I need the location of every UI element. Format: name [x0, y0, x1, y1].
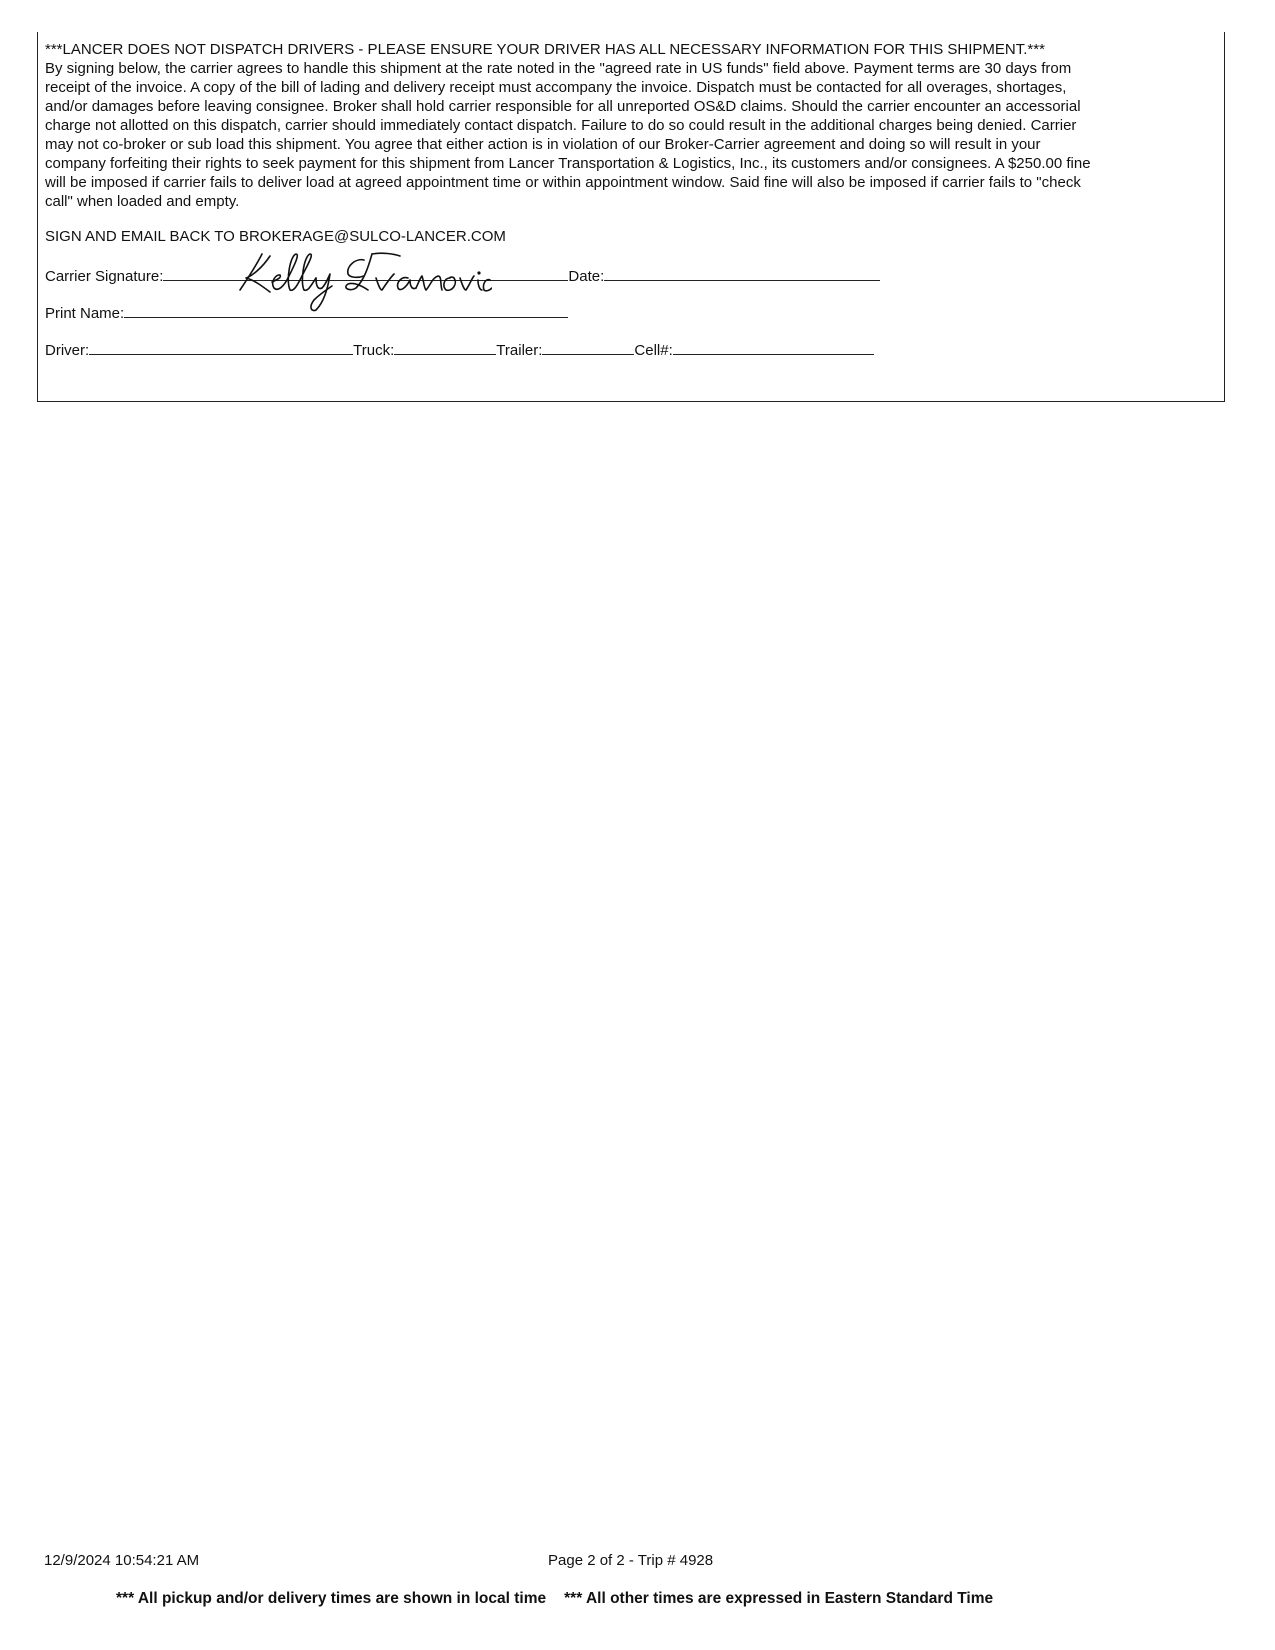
sign-instruction: SIGN AND EMAIL BACK TO BROKERAGE@SULCO-LANCER.COM: [45, 228, 506, 245]
cell-label: Cell#:: [634, 342, 673, 359]
terms-line: company forfeiting their rights to seek payment for this shipment from Lancer Transportation & Logistics, Inc., its customers and/or consignees. A $250.00 fine: [45, 155, 1091, 172]
print-name-label: Print Name:: [45, 305, 125, 322]
terms-line: and/or damages before leaving consignee. Broker shall hold carrier responsible for all unreported OS&D claims. Should the carrier encounter an accessorial: [45, 98, 1081, 115]
trailer-label: Trailer:: [496, 342, 543, 359]
terms-line: may not co-broker or sub load this shipment. You agree that either action is in violation of our Broker-Carrier agreement and doing so will result in your: [45, 136, 1041, 153]
print-timestamp: 12/9/2024 10:54:21 AM: [44, 1552, 200, 1569]
truck-label: Truck:: [353, 342, 395, 359]
local-time-note: *** All pickup and/or delivery times are shown in local time: [116, 1590, 547, 1607]
page-indicator: Page 2 of 2 - Trip # 4928: [548, 1552, 714, 1569]
driver-label: Driver:: [45, 342, 90, 359]
terms-paragraph: [45, 59, 1220, 211]
terms-line: charge not allotted on this dispatch, carrier should immediately contact dispatch. Failure to do so could result in the additional charges being denied. Carrier: [45, 117, 1077, 134]
terms-line: will be imposed if carrier fails to deliver load at agreed appointment time or within appointment window. Said fine will also be imposed if carrier fails to "check: [45, 174, 1081, 191]
driver-field[interactable]: [89, 340, 353, 355]
trailer-field[interactable]: [542, 340, 634, 355]
dispatch-notice: ***LANCER DOES NOT DISPATCH DRIVERS - PLEASE ENSURE YOUR DRIVER HAS ALL NECESSARY INFORMATION FOR THIS SHIPMENT.***: [45, 41, 1045, 58]
terms-line: By signing below, the carrier agrees to handle this shipment at the rate noted in the "agreed rate in US funds" field above. Payment terms are 30 days from: [45, 60, 1072, 77]
print-name-row: [45, 303, 568, 323]
time-zone-note: [116, 1590, 993, 1608]
print-name-field[interactable]: [124, 303, 568, 318]
terms-line: receipt of the invoice. A copy of the bill of lading and delivery receipt must accompany the invoice. Dispatch must be contacted for all overages, shortages,: [45, 79, 1067, 96]
terms-line: call" when loaded and empty.: [45, 193, 240, 210]
truck-field[interactable]: [394, 340, 496, 355]
driver-row: [45, 340, 874, 360]
date-field[interactable]: [604, 266, 880, 281]
date-label: Date:: [568, 268, 605, 285]
cell-field[interactable]: [673, 340, 874, 355]
eastern-time-note: *** All other times are expressed in Eastern Standard Time: [564, 1590, 994, 1607]
carrier-signature-label: Carrier Signature:: [45, 268, 164, 285]
